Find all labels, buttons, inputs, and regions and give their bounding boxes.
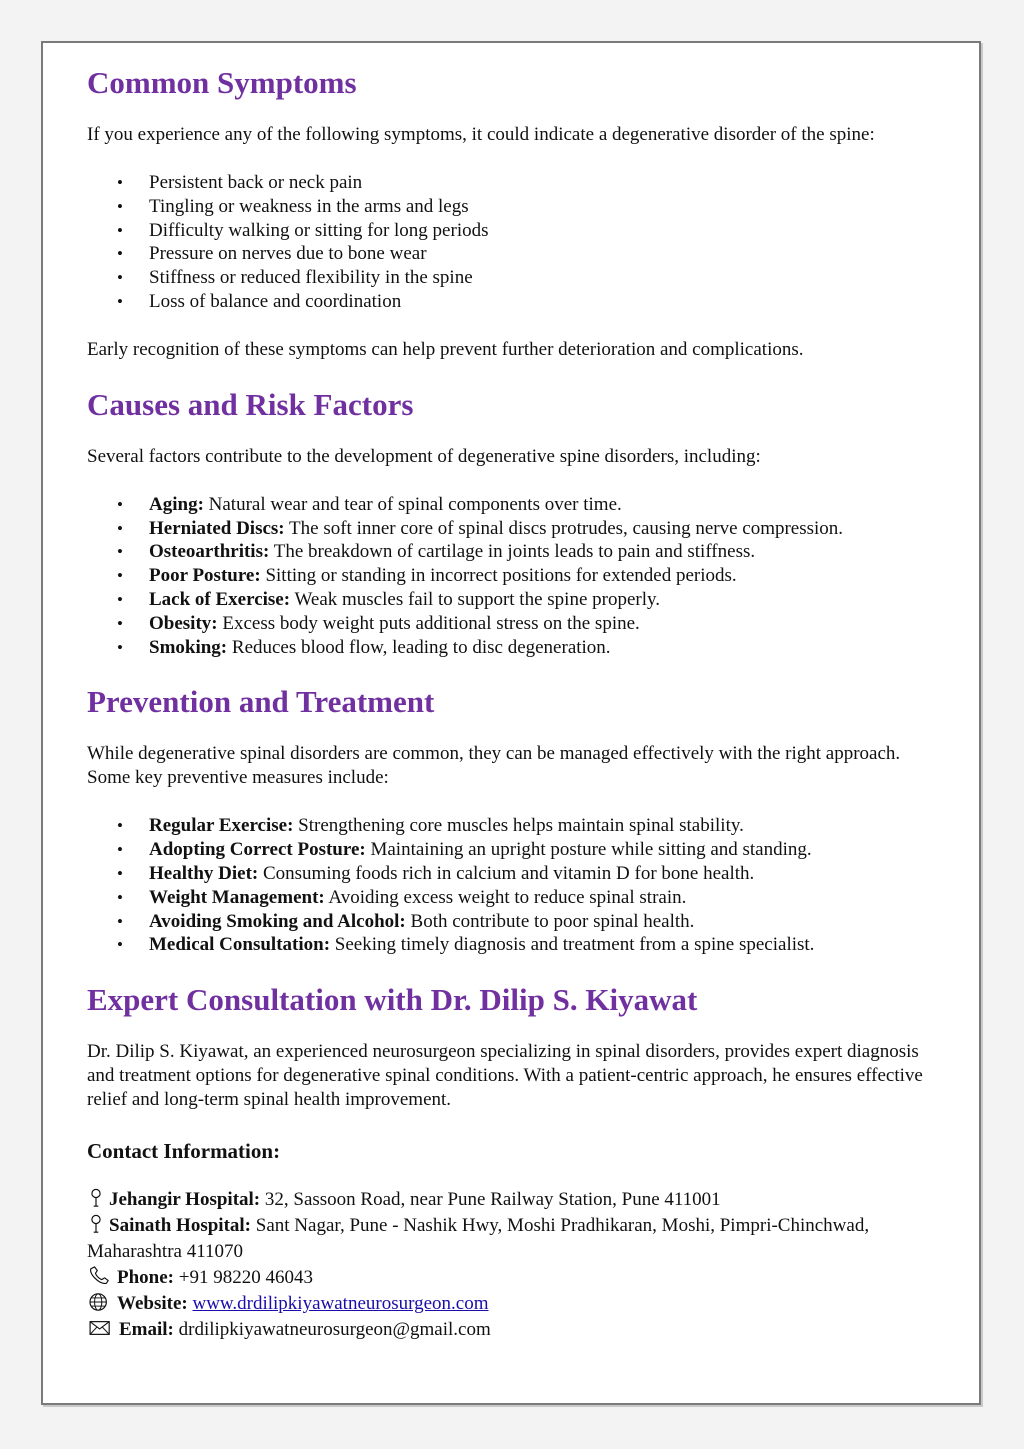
list-item xyxy=(149,838,937,862)
contact-website xyxy=(87,1291,937,1317)
item-term: Herniated Discs: xyxy=(149,517,285,539)
item-term: Smoking: xyxy=(149,636,228,658)
list-item xyxy=(149,612,937,636)
item-term: Healthy Diet: xyxy=(149,862,259,884)
website-label: Website: xyxy=(117,1293,188,1315)
item-text: Avoiding excess weight to reduce spinal strain. xyxy=(324,886,687,908)
symptoms-heading: Common Symptoms xyxy=(87,65,357,100)
list-item xyxy=(149,493,937,517)
list-item xyxy=(149,636,937,660)
item-term: Regular Exercise: xyxy=(149,815,294,837)
causes-list xyxy=(87,493,937,660)
envelope-icon xyxy=(87,1318,115,1338)
list-item xyxy=(149,862,937,886)
location-pin-icon xyxy=(87,1188,105,1208)
document-page xyxy=(41,41,981,1405)
globe-icon xyxy=(87,1292,113,1312)
item-text: Strengthening core muscles helps maintain spinal stability. xyxy=(293,815,744,837)
contact-hospital2 xyxy=(87,1213,937,1265)
contact-phone xyxy=(87,1265,937,1291)
prevention-heading: Prevention and Treatment xyxy=(87,684,435,720)
hospital2-address: Sant Nagar, Pune - Nashik Hwy, Moshi Pradhikaran, Moshi, Pimpri-Chinchwad, Maharashtra 411070 xyxy=(87,1215,870,1263)
item-term: Medical Consultation: xyxy=(149,934,331,956)
item-term: Avoiding Smoking and Alcohol: xyxy=(149,910,406,932)
contact-email xyxy=(87,1317,937,1343)
contact-title: Contact Information: xyxy=(87,1139,281,1164)
prevention-list xyxy=(87,814,937,957)
causes-heading: Causes and Risk Factors xyxy=(87,386,414,422)
expert-body: Dr. Dilip S. Kiyawat, an experienced neurosurgeon specializing in spinal disorders, provides expert diagnosis and treatment options for degenerative spinal conditions. With a patient-centric approach, he ensures effective relief and long-term spinal health improvement. xyxy=(87,1041,923,1111)
phone-icon xyxy=(87,1266,113,1286)
item-text: Both contribute to poor spinal health. xyxy=(405,910,695,932)
causes-intro: Several factors contribute to the development of degenerative spine disorders, including: xyxy=(87,445,761,467)
hospital1-address: 32, Sassoon Road, near Pune Railway Station, Pune 411001 xyxy=(260,1189,721,1211)
item-text: Weak muscles fail to support the spine properly. xyxy=(290,588,661,610)
item-term: Aging: xyxy=(149,493,204,515)
item-text: The soft inner core of spinal discs protrudes, causing nerve compression. xyxy=(284,517,844,539)
list-item: • Persistent back or neck pain xyxy=(149,171,937,195)
symptoms-outro: Early recognition of these symptoms can help prevent further deterioration and complications. xyxy=(87,338,804,360)
item-text: Consuming foods rich in calcium and vitamin D for bone health. xyxy=(258,862,755,884)
list-item: • Pressure on nerves due to bone wear xyxy=(149,242,937,266)
symptoms-intro: If you experience any of the following symptoms, it could indicate a degenerative disorder of the spine: xyxy=(87,124,875,145)
list-item xyxy=(149,910,937,934)
list-item: • Loss of balance and coordination xyxy=(149,290,937,314)
list-item xyxy=(149,933,937,957)
item-term: Adopting Correct Posture: xyxy=(149,839,366,861)
list-item: • Difficulty walking or sitting for long periods xyxy=(149,219,937,243)
document-content xyxy=(87,65,937,1343)
item-term: Poor Posture: xyxy=(149,565,261,587)
list-item xyxy=(149,517,937,541)
item-text: Natural wear and tear of spinal components over time. xyxy=(203,493,622,515)
email-label: Email: xyxy=(119,1319,174,1341)
list-item xyxy=(149,814,937,838)
list-item xyxy=(149,564,937,588)
item-term: Osteoarthritis: xyxy=(149,541,270,563)
item-text: Reduces blood flow, leading to disc degeneration. xyxy=(227,636,611,658)
expert-heading: Expert Consultation with Dr. Dilip S. Kiyawat xyxy=(87,982,698,1018)
list-item xyxy=(149,886,937,910)
item-text: Excess body weight puts additional stress on the spine. xyxy=(217,612,640,634)
item-term: Lack of Exercise: xyxy=(149,588,291,610)
symptoms-list xyxy=(87,171,937,314)
phone-number[interactable]: +91 98220 46043 xyxy=(174,1267,313,1289)
item-term: Obesity: xyxy=(149,612,218,634)
item-text: Maintaining an upright posture while sitting and standing. xyxy=(365,839,812,861)
list-item xyxy=(149,540,937,564)
email-address[interactable]: drdilipkiyawatneurosurgeon@gmail.com xyxy=(173,1319,491,1341)
location-pin-icon xyxy=(87,1214,105,1234)
item-term: Weight Management: xyxy=(149,886,325,908)
list-item: • Tingling or weakness in the arms and legs xyxy=(149,195,937,219)
item-text: Sitting or standing in incorrect positions for extended periods. xyxy=(260,565,737,587)
list-item: • Stiffness or reduced flexibility in the spine xyxy=(149,266,937,290)
hospital1-label: Jehangir Hospital: xyxy=(109,1189,261,1211)
item-text: Seeking timely diagnosis and treatment from a spine specialist. xyxy=(330,934,815,956)
hospital2-label: Sainath Hospital: xyxy=(109,1215,252,1237)
list-item xyxy=(149,588,937,612)
website-link[interactable]: www.drdilipkiyawatneurosurgeon.com xyxy=(192,1293,489,1315)
contact-hospital1 xyxy=(87,1187,937,1213)
prevention-intro: While degenerative spinal disorders are common, they can be managed effectively with the right approach. Some key preventive measures include: xyxy=(87,743,901,789)
phone-label: Phone: xyxy=(117,1267,174,1289)
item-text: The breakdown of cartilage in joints leads to pain and stiffness. xyxy=(269,541,756,563)
